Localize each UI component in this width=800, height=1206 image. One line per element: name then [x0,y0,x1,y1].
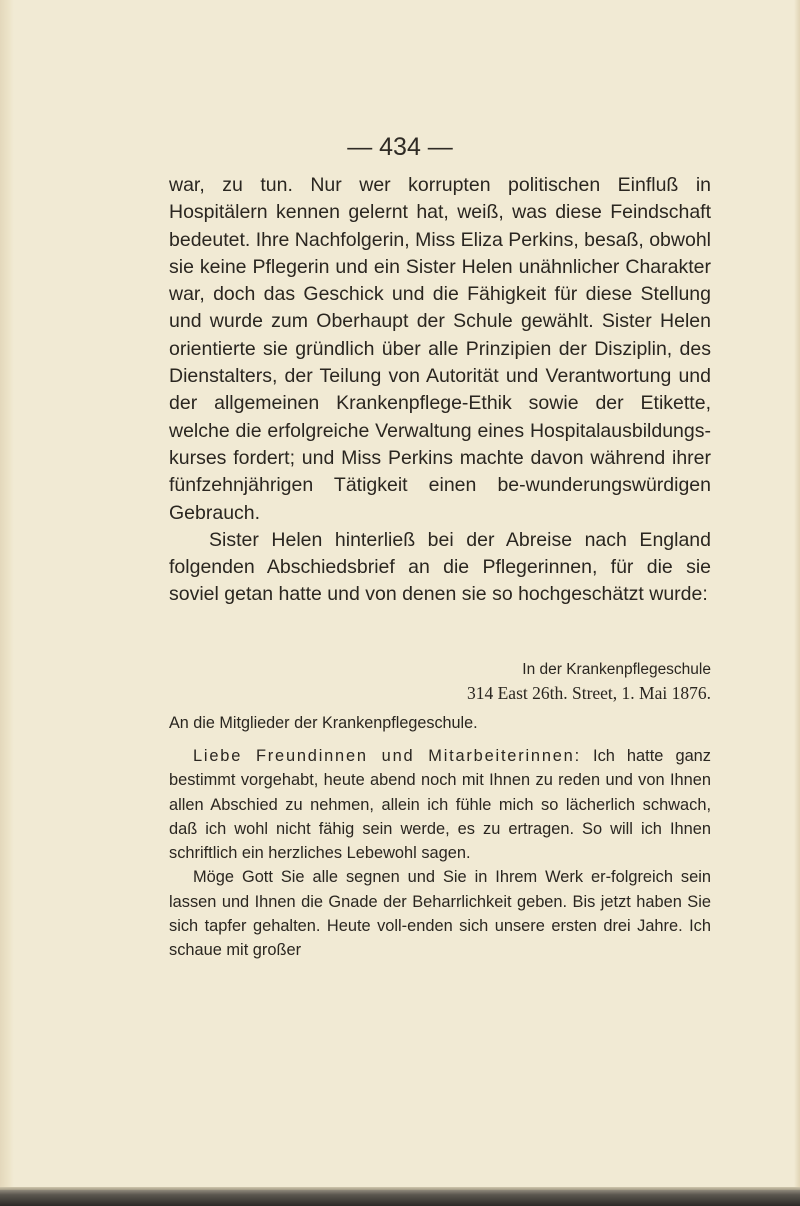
page-right-edge [794,0,800,1206]
page-left-edge [0,0,14,1206]
letter-paragraph-2: Möge Gott Sie alle segnen und Sie in Ihrem Werk er-folgreich sein lassen und Ihnen die Gnade der Beharrlichkeit geben. Bis jetzt haben Sie sich tapfer gehalten. Heute voll-enden sich unsere ersten drei Jahre. Ich schaue mit großer [169,868,711,960]
body-paragraph-1: war, zu tun. Nur wer korrupten politischen Einfluß in Hospitälern kennen gelernt hat, weiß, was diese Feindschaft bedeutet. Ihre Nachfolgerin, Miss Eliza Perkins, besaß, obwohl sie keine Pflegerin und ein Sister Helen unähnlicher Charakter war, doch das Geschick und die Fähigkeit für diese Stellung und wurde zum Oberhaupt der Schule gewählt. Sister Helen orientierte sie gründlich über alle Prinzipien der Disziplin, des Dienstalters, der Teilung von Autorität und Verantwortung und der allgemeinen Krankenpflege-Ethik sowie der Etikette, welche die erfolgreiche Verwaltung eines Hospitalausbildungs-kurses fordert; und Miss Perkins machte davon während ihrer fünfzehnjährigen Tätigkeit einen be-wunderungswürdigen Gebrauch. [169,174,711,524]
letter-paragraph-1 [169,744,711,865]
letter-address-date: 314 East 26th. Street, 1. Mai 1876. [466,683,711,703]
main-text [169,172,711,609]
letter-body [169,744,711,963]
body-paragraph-2: Sister Helen hinterließ bei der Abreise nach England folgenden Abschiedsbrief an die Pflegerinnen, für die sie soviel getan hatte und von denen sie so hochgeschätzt wurde: [169,528,711,606]
book-bottom-edge [0,1190,800,1206]
letter-addressee: An die Mitglieder der Krankenpflegeschule. [169,714,478,732]
letter-salutation: Liebe Freundinnen und Mitarbeiterinnen: [193,747,581,765]
letter-place: In der Krankenpflegeschule [522,661,711,678]
page-number: — 434 — [347,133,453,161]
letter-paragraph-1-text: Ich hatte ganz bestimmt vorgehabt, heute abend noch mit Ihnen zu reden und von Ihnen allen Abschied zu nehmen, allein ich fühle mich so lächerlich schwach, daß ich wohl nicht fähig sein werde, es zu ertragen. So will ich Ihnen schriftlich ein herzliches Lebewohl sagen. [169,747,711,863]
